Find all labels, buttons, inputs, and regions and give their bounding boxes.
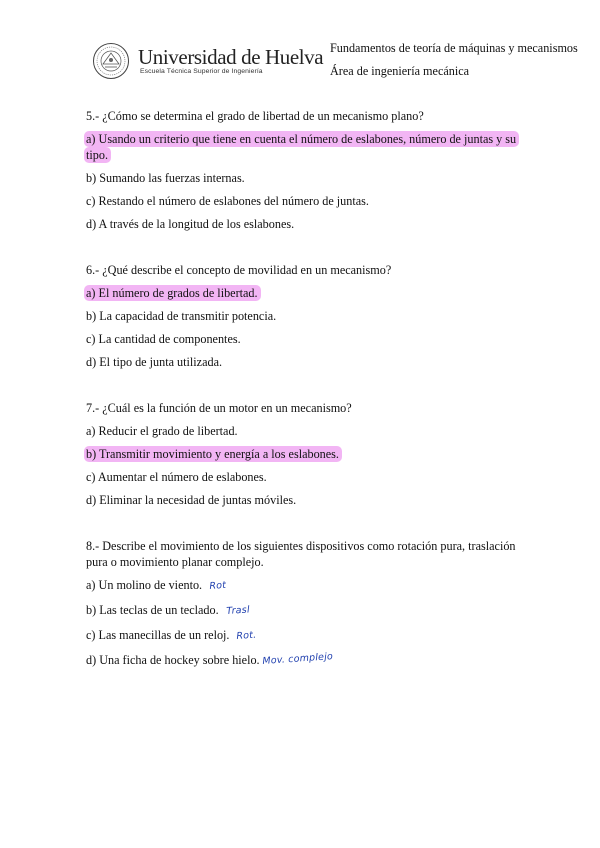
question-6	[86, 262, 526, 377]
question-title: 7.- ¿Cuál es la función de un motor en un mecanismo?	[86, 401, 352, 415]
handwritten-answer: Trasl	[225, 604, 250, 618]
school-name: Escuela Técnica Superior de Ingeniería	[140, 68, 263, 75]
question-title: 5.- ¿Cómo se determina el grado de libertad de un mecanismo plano?	[86, 109, 424, 123]
handwritten-answer: Rot	[209, 579, 227, 593]
option-b: b) La capacidad de transmitir potencia.	[86, 309, 277, 323]
option-text: d) Una ficha de hockey sobre hielo.	[86, 653, 260, 667]
highlighted-answer: a) El número de grados de libertad.	[84, 285, 261, 301]
option-b	[86, 446, 526, 462]
option-a	[86, 285, 526, 301]
option-d: d) Eliminar la necesidad de juntas móviles.	[86, 493, 297, 507]
highlighted-answer: b) Transmitir movimiento y energía a los eslabones.	[84, 446, 342, 462]
option-d	[86, 652, 526, 670]
option-text: a) Un molino de viento.	[86, 578, 203, 592]
option-d: d) A través de la longitud de los eslabones.	[86, 217, 295, 231]
option-c	[86, 627, 526, 645]
question-7	[86, 400, 526, 515]
course-title: Fundamentos de teoría de máquinas y mecanismos	[330, 41, 578, 55]
question-8	[86, 538, 526, 677]
option-c: c) Restando el número de eslabones del número de juntas.	[86, 194, 369, 208]
option-text: b) Las teclas de un teclado.	[86, 603, 219, 617]
university-seal-icon	[92, 42, 130, 80]
handwritten-answer: Rot.	[236, 629, 258, 643]
university-logo	[92, 42, 324, 82]
highlighted-answer: a) Usando un criterio que tiene en cuenta el número de eslabones, número de juntas y su tipo.	[84, 131, 519, 163]
handwritten-answer: Mov. complejo	[261, 651, 333, 668]
option-a	[86, 577, 526, 595]
option-b: b) Sumando las fuerzas internas.	[86, 171, 245, 185]
option-text: c) Las manecillas de un reloj.	[86, 628, 230, 642]
page-header	[0, 0, 600, 90]
option-a	[86, 131, 526, 163]
university-name: Universidad de Huelva	[138, 45, 324, 69]
question-title: 8.- Describe el movimiento de los siguientes dispositivos como rotación pura, traslación pura o movimiento planar complejo.	[86, 539, 516, 569]
option-d: d) El tipo de junta utilizada.	[86, 355, 223, 369]
question-title: 6.- ¿Qué describe el concepto de movilidad en un mecanismo?	[86, 263, 392, 277]
option-a: a) Reducir el grado de libertad.	[86, 424, 238, 438]
area-title: Área de ingeniería mecánica	[330, 64, 470, 78]
question-5	[86, 108, 526, 239]
option-c: c) Aumentar el número de eslabones.	[86, 470, 267, 484]
option-b	[86, 602, 526, 620]
option-c: c) La cantidad de componentes.	[86, 332, 241, 346]
